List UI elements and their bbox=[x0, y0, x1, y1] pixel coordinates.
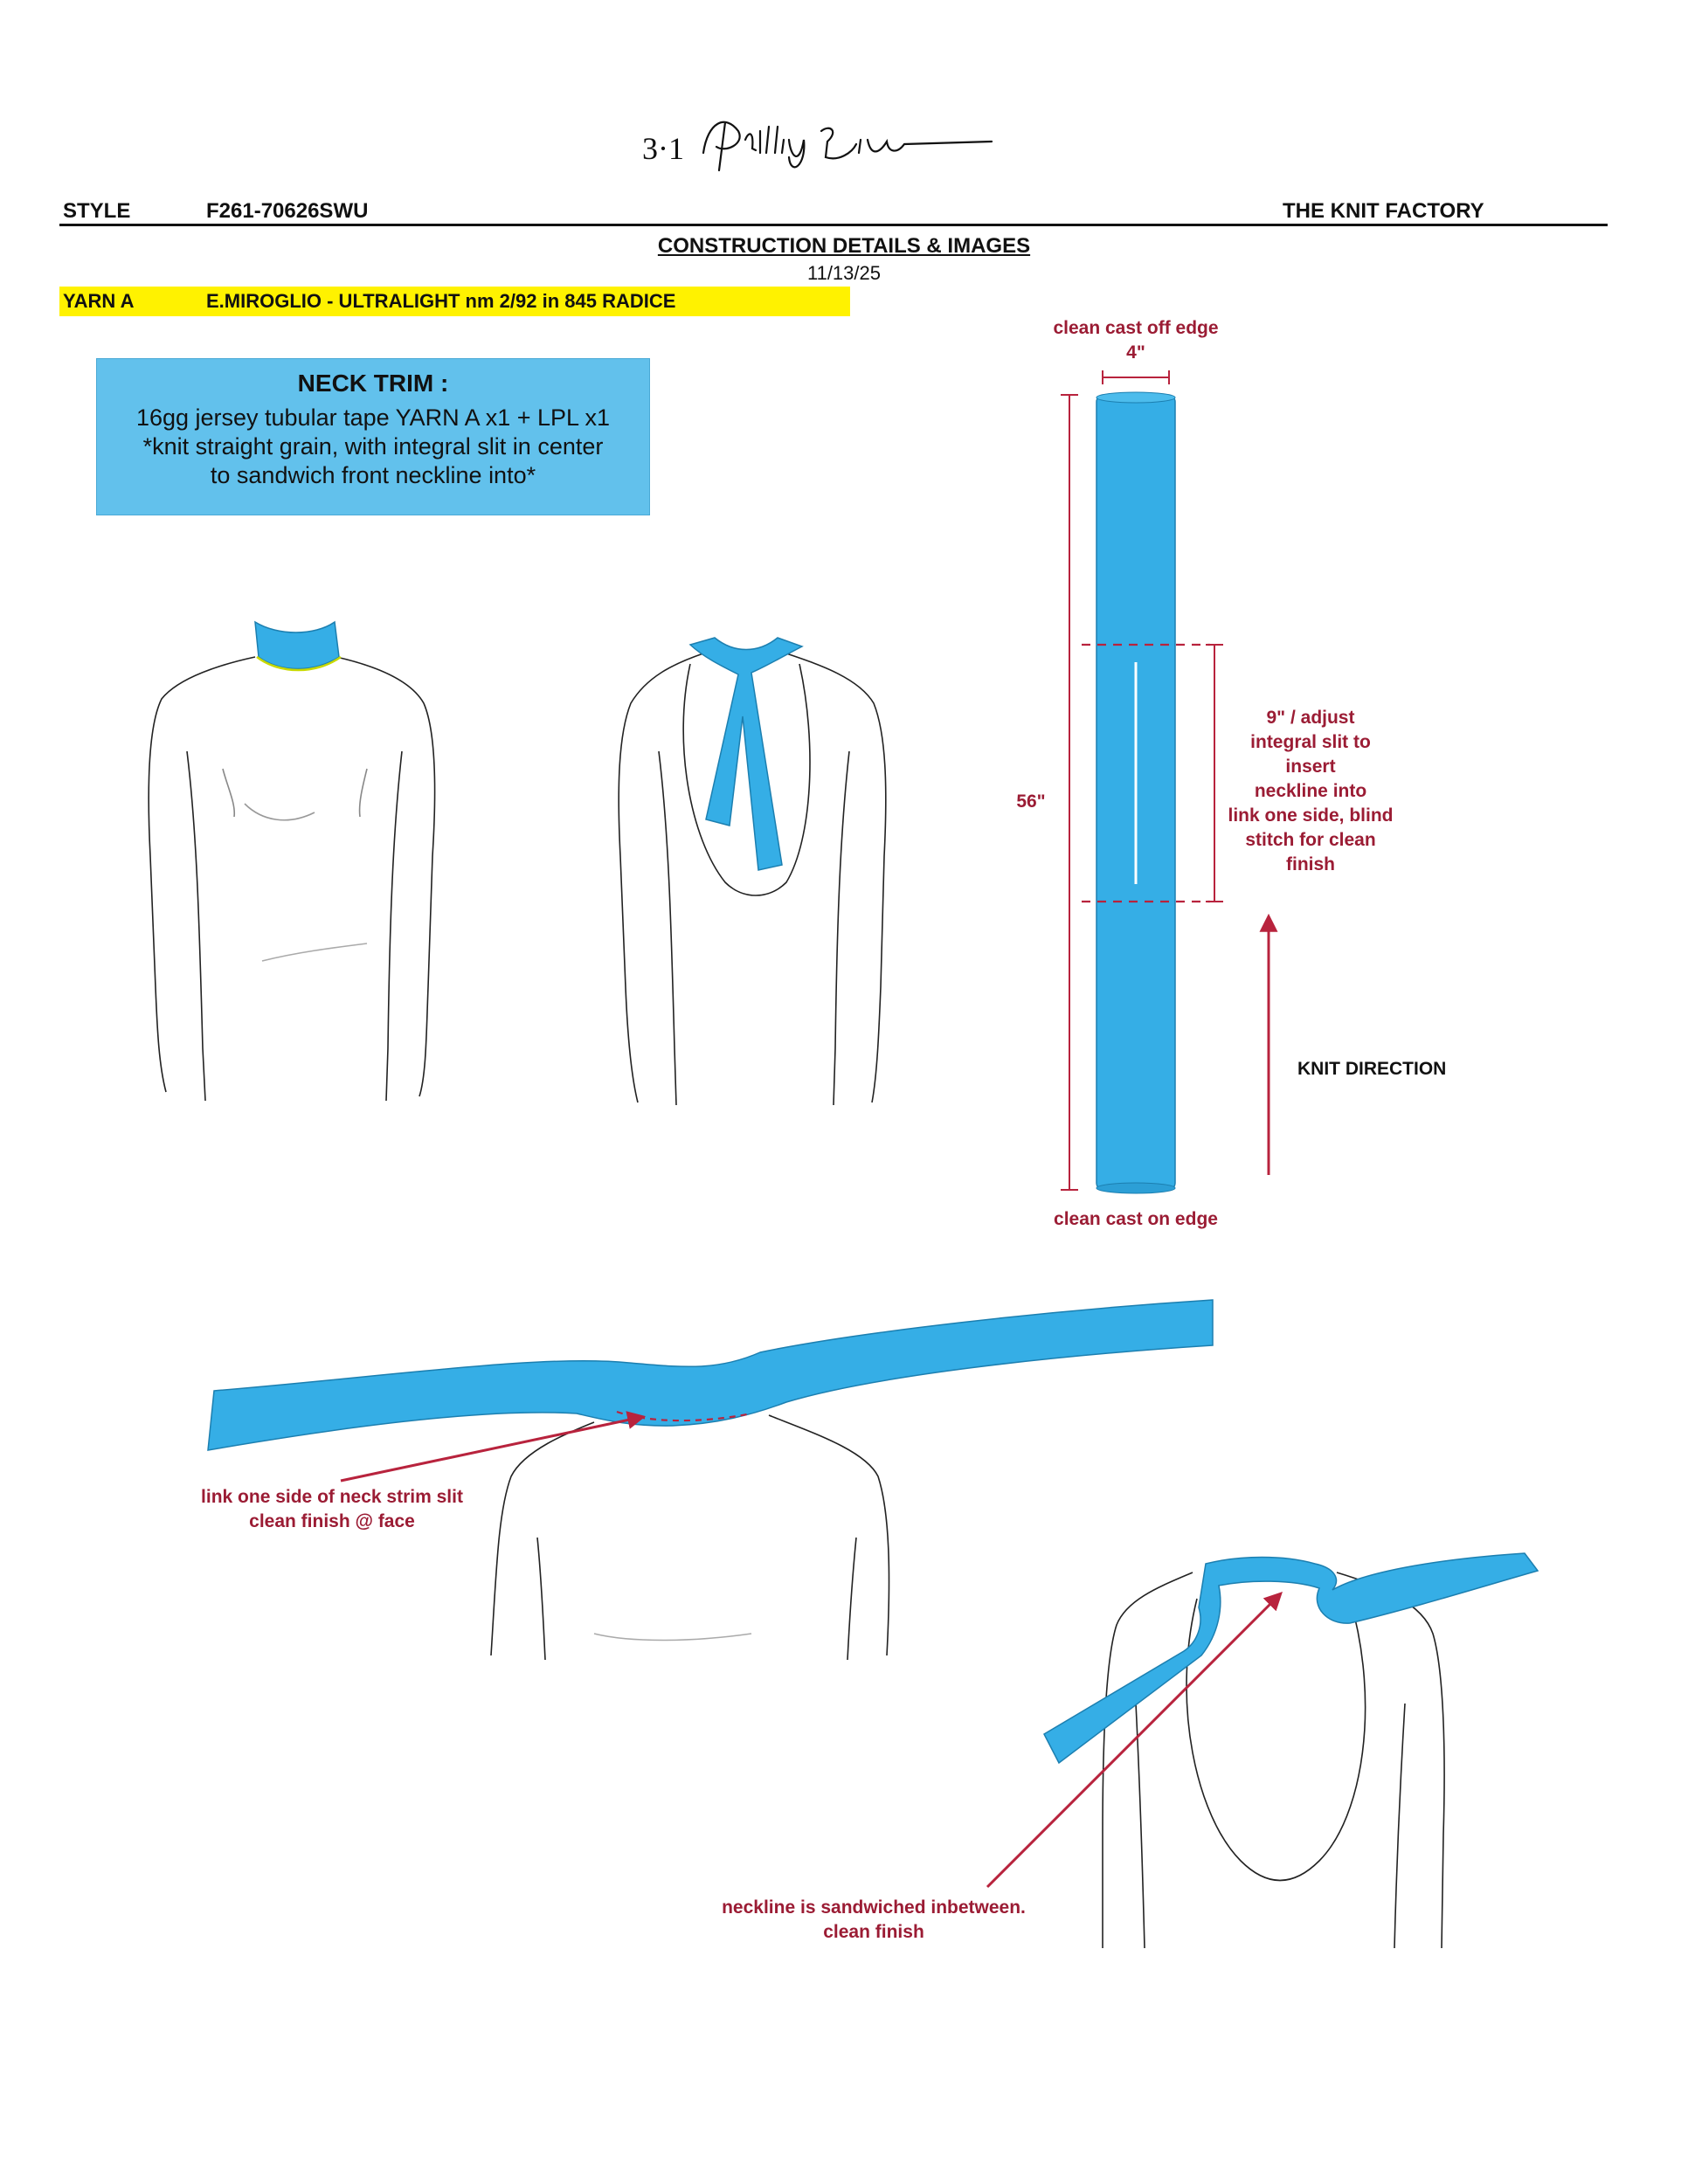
link-note-line1: link one side of neck strim slit bbox=[201, 1487, 463, 1507]
sandwich-note bbox=[699, 1896, 1048, 1945]
neck-trim-line1: 16gg jersey tubular tape YARN A x1 + LPL x1 bbox=[135, 404, 611, 431]
slit-note-line4: link one side, blind bbox=[1228, 805, 1394, 826]
slit-note-line5: stitch for clean finish bbox=[1245, 830, 1376, 874]
yarn-description: E.MIROGLIO - ULTRALIGHT nm 2/92 in 845 RADICE bbox=[206, 290, 676, 312]
front-collar-tape bbox=[255, 622, 339, 669]
doc-date: 11/13/25 bbox=[806, 262, 881, 284]
length-label: 56" bbox=[1016, 791, 1046, 812]
yarn-label: YARN A bbox=[63, 290, 135, 312]
width-label: 4" bbox=[1126, 342, 1145, 363]
top-edge-label: clean cast off edge bbox=[1053, 318, 1219, 338]
tape-tube-bottom bbox=[1097, 1183, 1175, 1193]
neck-trim-title: NECK TRIM : bbox=[297, 370, 449, 397]
slit-note-line3: neckline into bbox=[1254, 781, 1367, 801]
brand-logo-text bbox=[874, 131, 879, 132]
bottom-edge-label: clean cast on edge bbox=[1054, 1209, 1218, 1229]
lower-back-sketch bbox=[491, 1415, 889, 1660]
shoulder-tape bbox=[208, 1300, 1213, 1450]
link-arrow bbox=[341, 1417, 642, 1481]
factory-name: THE KNIT FACTORY bbox=[1283, 199, 1484, 223]
sandwich-note-line1: neckline is sandwiched inbetween. bbox=[722, 1897, 1026, 1918]
style-number: F261-70626SWU bbox=[206, 199, 369, 223]
slit-note bbox=[1223, 706, 1398, 877]
neck-trim-line3: to sandwich front neckline into* bbox=[210, 462, 536, 488]
sandwich-arrow bbox=[987, 1594, 1280, 1887]
slit-note-line2: integral slit to insert bbox=[1250, 732, 1371, 777]
slit-note-line1: 9" / adjust bbox=[1266, 708, 1355, 728]
link-note-line2: clean finish @ face bbox=[249, 1511, 415, 1531]
sandwich-tape bbox=[1044, 1553, 1538, 1763]
page-title: CONSTRUCTION DETAILS & IMAGES bbox=[657, 234, 1031, 258]
neck-trim-line2: *knit straight grain, with integral slit in center bbox=[142, 433, 604, 460]
knit-direction-label: KNIT DIRECTION bbox=[1297, 1059, 1447, 1079]
back-tie-tape bbox=[690, 638, 802, 870]
style-label: STYLE bbox=[63, 199, 131, 223]
sandwich-body-sketch bbox=[1103, 1572, 1444, 1948]
front-body-sketch bbox=[149, 657, 434, 1101]
sandwich-note-line2: clean finish bbox=[823, 1922, 924, 1942]
link-note bbox=[175, 1485, 489, 1534]
svg-text:3·1: 3·1 bbox=[642, 131, 684, 166]
tape-tube-top bbox=[1097, 392, 1175, 403]
